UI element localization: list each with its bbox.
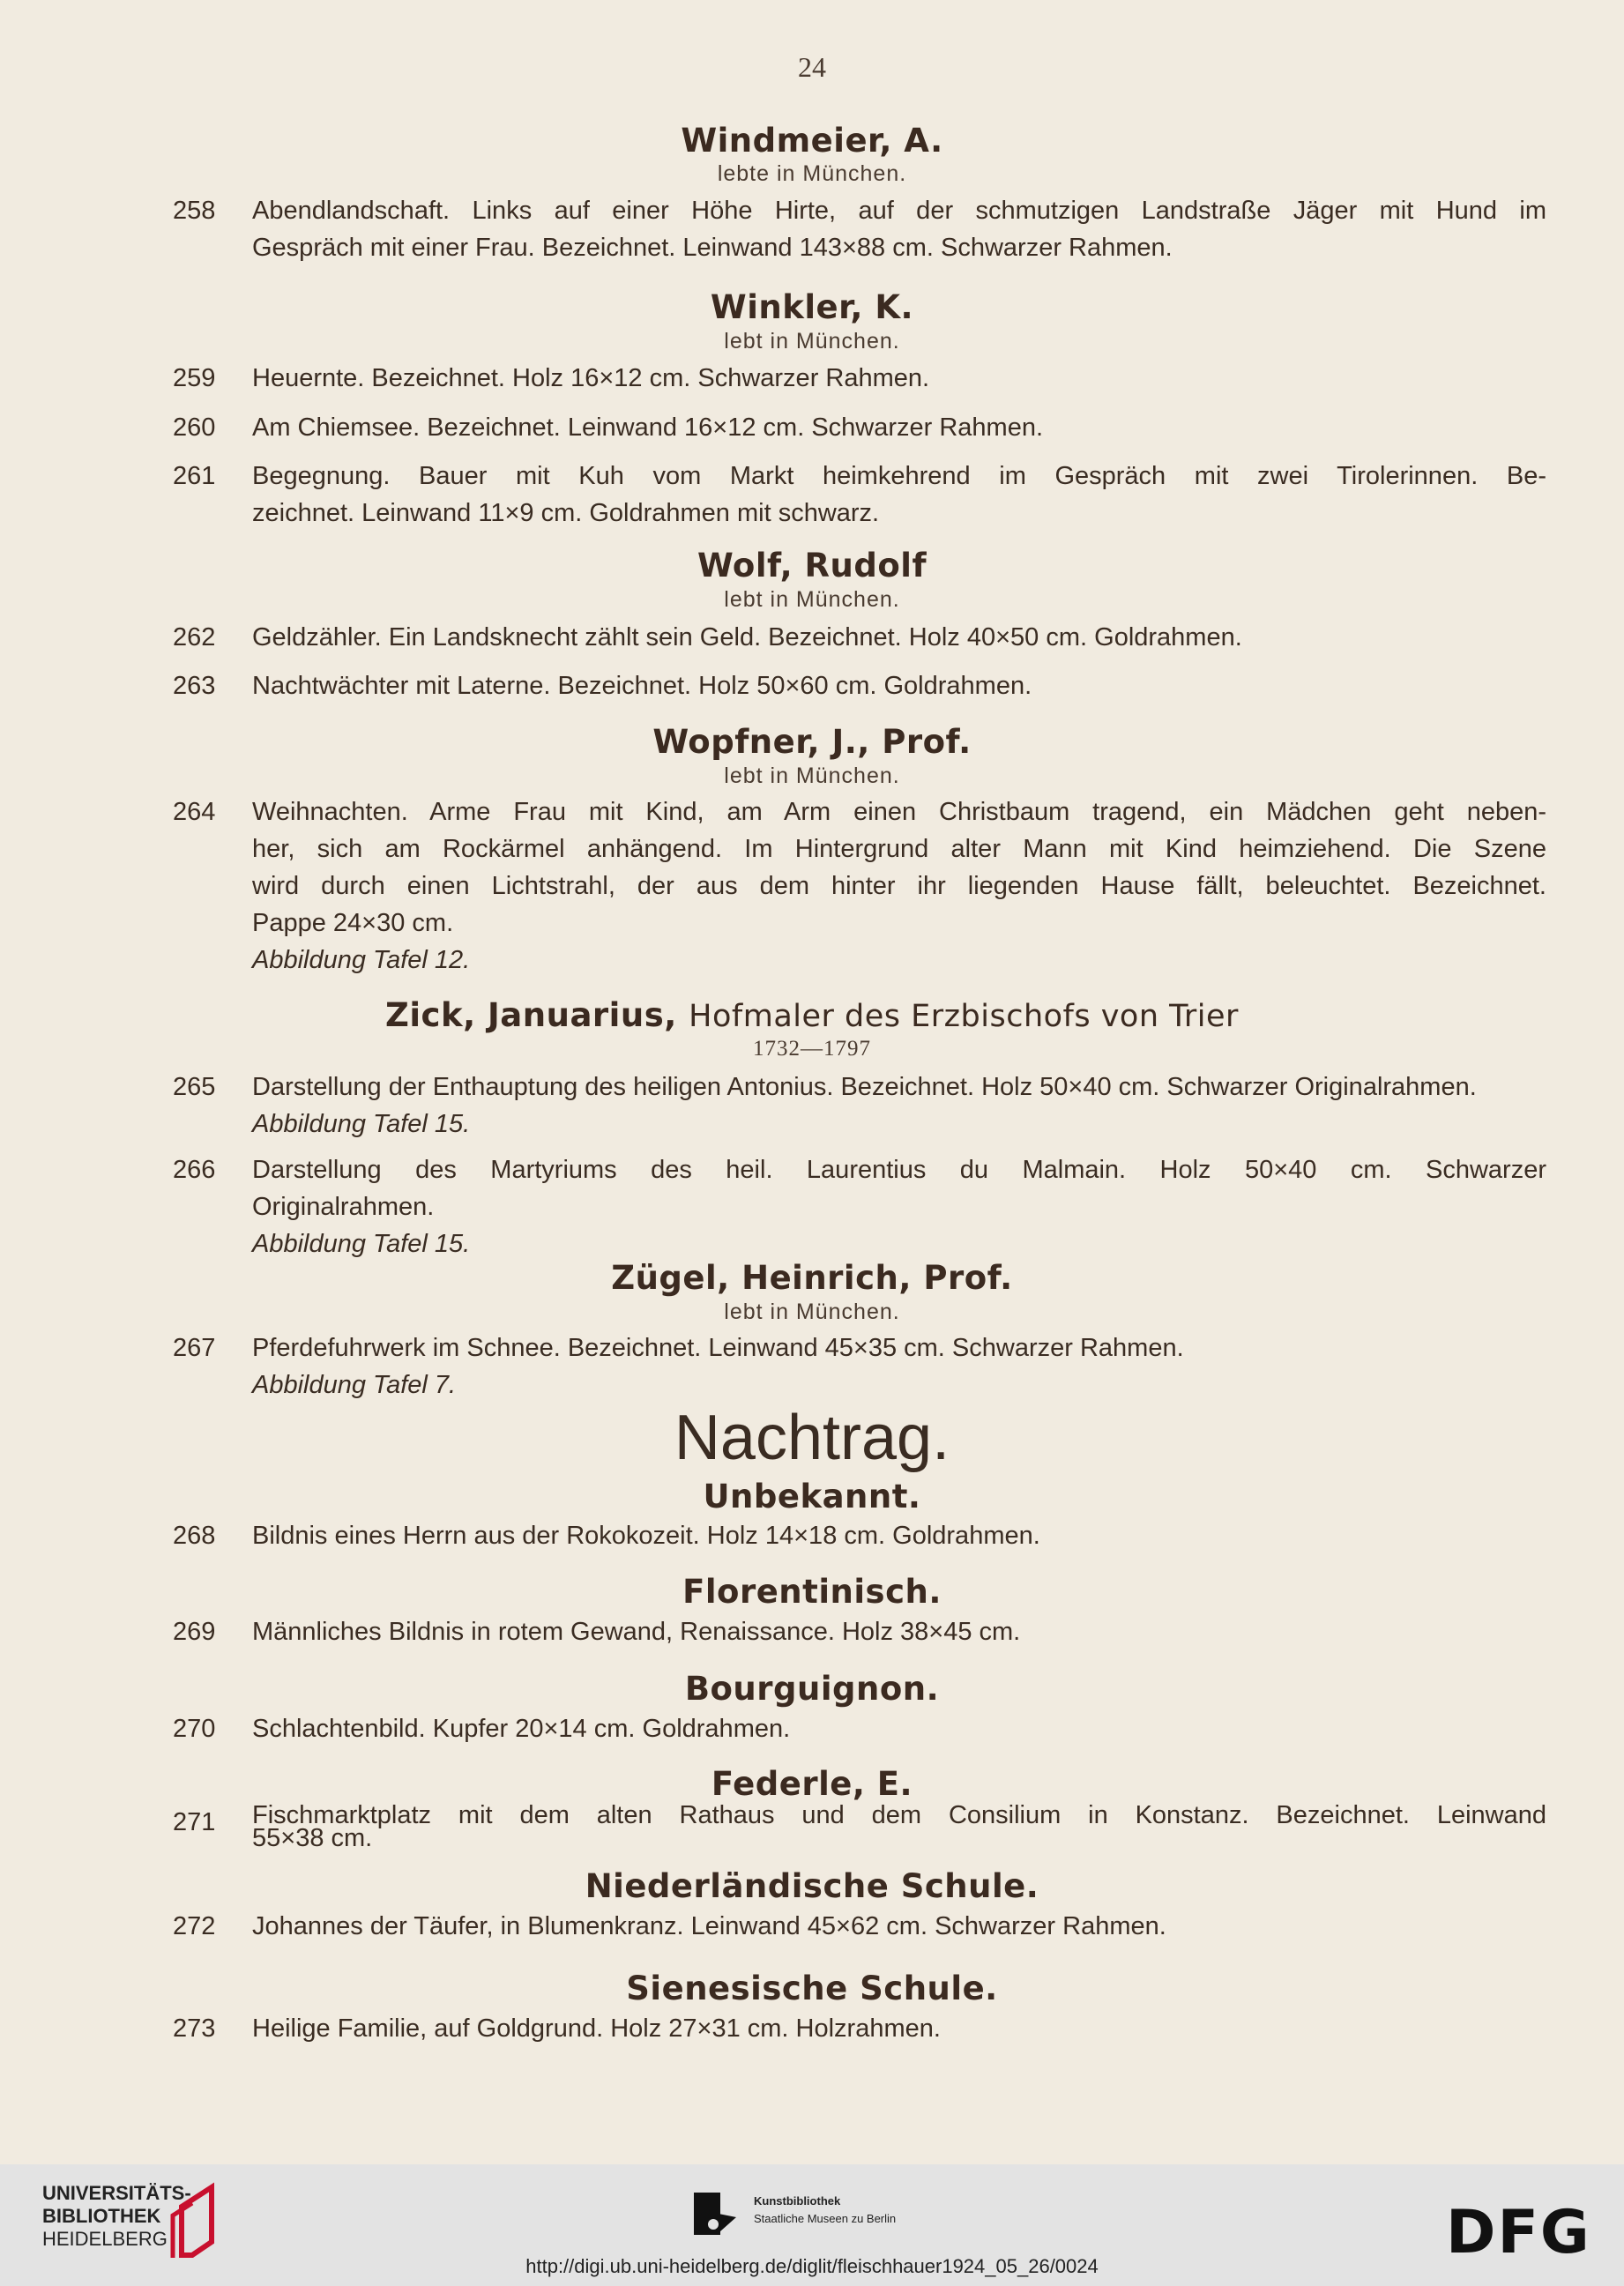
entry-number: 266 xyxy=(173,1156,216,1184)
kunstbibliothek-logo[interactable] xyxy=(692,2191,897,2241)
artist-name: Unbekannt. xyxy=(703,1478,921,1515)
entry-number: 264 xyxy=(173,798,216,826)
artist-name: Bourguignon. xyxy=(684,1670,940,1708)
artist-heading xyxy=(0,1259,1624,1297)
entry-text-line: Darstellung der Enthauptung des heiligen Antonius. Bezeichnet. Holz 50×40 cm. Schwarzer Originalrahmen. xyxy=(252,1073,1477,1101)
entry-text-line: her, sich am Rockärmel anhängend. Im Hintergrund alter Mann mit Kind heimziehend. Die Szene xyxy=(252,835,1546,863)
artist-heading xyxy=(0,723,1624,761)
entry-text-line: Originalrahmen. xyxy=(252,1193,435,1221)
artist-heading xyxy=(0,122,1624,160)
artist-heading xyxy=(0,1670,1624,1708)
entry-number: 267 xyxy=(173,1334,216,1362)
page-number: 24 xyxy=(798,51,826,83)
kunstbibliothek-name: Kunstbibliothek xyxy=(754,2194,841,2208)
entry-number: 260 xyxy=(173,413,216,442)
entry-text-line: wird durch einen Lichtstrahl, der aus dem hinter ihr liegenden Hause fällt, beleuchtet. Bezeichnet. xyxy=(252,872,1546,900)
entry-number: 268 xyxy=(173,1522,216,1550)
entry-text-line: Männliches Bildnis in rotem Gewand, Renaissance. Holz 38×45 cm. xyxy=(252,1618,1021,1646)
artist-name: Windmeier, A. xyxy=(681,122,943,160)
entry-text-line: Am Chiemsee. Bezeichnet. Leinwand 16×12 cm. Schwarzer Rahmen. xyxy=(252,413,1044,442)
entry-number: 259 xyxy=(173,364,216,392)
entry-text-line: Heilige Familie, auf Goldgrund. Holz 27×31 cm. Holzrahmen. xyxy=(252,2014,941,2043)
entry-text-line: Weihnachten. Arme Frau mit Kind, am Arm einen Christbaum tragend, ein Mädchen geht neben- xyxy=(252,798,1546,826)
uni-logo-line-3: HEIDELBERG xyxy=(42,2228,168,2250)
artist-note: lebt in München. xyxy=(724,763,900,788)
artist-heading xyxy=(0,1573,1624,1611)
entry-number: 273 xyxy=(173,2014,216,2043)
entry-text-line: Gespräch mit einer Frau. Bezeichnet. Leinwand 143×88 cm. Schwarzer Rahmen. xyxy=(252,234,1173,262)
figure-reference: Abbildung Tafel 15. xyxy=(252,1230,471,1258)
figure-reference: Abbildung Tafel 7. xyxy=(252,1371,457,1399)
figure-reference: Abbildung Tafel 12. xyxy=(252,946,471,974)
artist-name: Wolf, Rudolf xyxy=(697,547,927,585)
entry-number: 265 xyxy=(173,1073,216,1101)
entry-text-line: Darstellung des Martyriums des heil. Laurentius du Malmain. Holz 50×40 cm. Schwarzer xyxy=(252,1156,1546,1184)
artist-name: Florentinisch. xyxy=(682,1573,942,1611)
kunstbibliothek-subtitle: Staatliche Museen zu Berlin xyxy=(754,2212,897,2225)
artist-name: Federle, E. xyxy=(711,1765,913,1803)
entry-text-line: Schlachtenbild. Kupfer 20×14 cm. Goldrahmen. xyxy=(252,1715,791,1743)
artist-note: 1732—1797 xyxy=(753,1037,871,1061)
entry-text-line: Heuernte. Bezeichnet. Holz 16×12 cm. Schwarzer Rahmen. xyxy=(252,364,930,392)
entry-text-line: 55×38 cm. xyxy=(252,1824,373,1852)
entry-number: 271 xyxy=(173,1808,216,1836)
entry-text-line: zeichnet. Leinwand 11×9 cm. Goldrahmen mit schwarz. xyxy=(252,499,880,527)
entry-text-line: Johannes der Täufer, in Blumenkranz. Leinwand 45×62 cm. Schwarzer Rahmen. xyxy=(252,1912,1166,1940)
entry-text-line: Pferdefuhrwerk im Schnee. Bezeichnet. Leinwand 45×35 cm. Schwarzer Rahmen. xyxy=(252,1334,1184,1362)
entry-number: 258 xyxy=(173,197,216,225)
entry-text-line: Geldzähler. Ein Landsknecht zählt sein Geld. Bezeichnet. Holz 40×50 cm. Goldrahmen. xyxy=(252,623,1242,652)
entry-text-line: Begegnung. Bauer mit Kuh vom Markt heimkehrend im Gespräch mit zwei Tirolerinnen. Be- xyxy=(252,462,1546,490)
artist-heading xyxy=(0,547,1624,585)
entry-text-line: Bildnis eines Herrn aus der Rokokozeit. Holz 14×18 cm. Goldrahmen. xyxy=(252,1522,1040,1550)
university-emblem-icon xyxy=(166,2180,227,2260)
artist-name: Zick, Januarius, xyxy=(385,996,677,1034)
artist-heading xyxy=(0,1765,1624,1803)
entry-number: 269 xyxy=(173,1618,216,1646)
entry-text-line: Nachtwächter mit Laterne. Bezeichnet. Holz 50×60 cm. Goldrahmen. xyxy=(252,672,1032,700)
artist-heading xyxy=(0,1867,1624,1905)
artist-name: Zügel, Heinrich, Prof. xyxy=(611,1259,1013,1297)
entry-number: 263 xyxy=(173,672,216,700)
artist-name: Sienesische Schule. xyxy=(626,1970,998,2007)
dfg-logo[interactable]: DFG xyxy=(1446,2198,1591,2267)
artist-note: lebt in München. xyxy=(724,329,900,354)
artist-heading xyxy=(0,996,1624,1034)
artist-heading xyxy=(0,1478,1624,1515)
entry-number: 261 xyxy=(173,462,216,490)
entry-text-line: Pappe 24×30 cm. xyxy=(252,909,454,937)
artist-title: Hofmaler des Erzbischofs von Trier xyxy=(689,999,1239,1034)
uni-logo-line-1: UNIVERSITÄTS- xyxy=(42,2182,191,2204)
permalink-url[interactable]: http://digi.ub.uni-heidelberg.de/diglit/fleischhauer1924_05_26/0024 xyxy=(525,2255,1099,2277)
figure-reference: Abbildung Tafel 15. xyxy=(252,1110,471,1138)
artist-note: lebte in München. xyxy=(717,161,907,186)
artist-heading xyxy=(0,1970,1624,2007)
entry-number: 270 xyxy=(173,1715,216,1743)
university-library-logo[interactable] xyxy=(42,2182,191,2251)
section-heading: Nachtrag. xyxy=(674,1403,950,1473)
uni-logo-line-2: BIBLIOTHEK xyxy=(42,2205,161,2227)
entry-text-line: Fischmarktplatz mit dem alten Rathaus und dem Consilium in Konstanz. Bezeichnet. Leinwand xyxy=(252,1801,1546,1829)
artist-heading xyxy=(0,288,1624,326)
artist-note: lebt in München. xyxy=(724,587,900,612)
artist-note: lebt in München. xyxy=(724,1299,900,1324)
entry-number: 262 xyxy=(173,623,216,652)
artist-name: Wopfner, J., Prof. xyxy=(652,723,972,761)
kunstbibliothek-emblem-icon xyxy=(692,2191,738,2237)
entry-text-line: Abendlandschaft. Links auf einer Höhe Hirte, auf der schmutzigen Landstraße Jäger mit Hund im xyxy=(252,197,1546,225)
artist-name: Niederländische Schule. xyxy=(585,1867,1039,1905)
artist-name: Winkler, K. xyxy=(710,288,914,326)
entry-number: 272 xyxy=(173,1912,216,1940)
